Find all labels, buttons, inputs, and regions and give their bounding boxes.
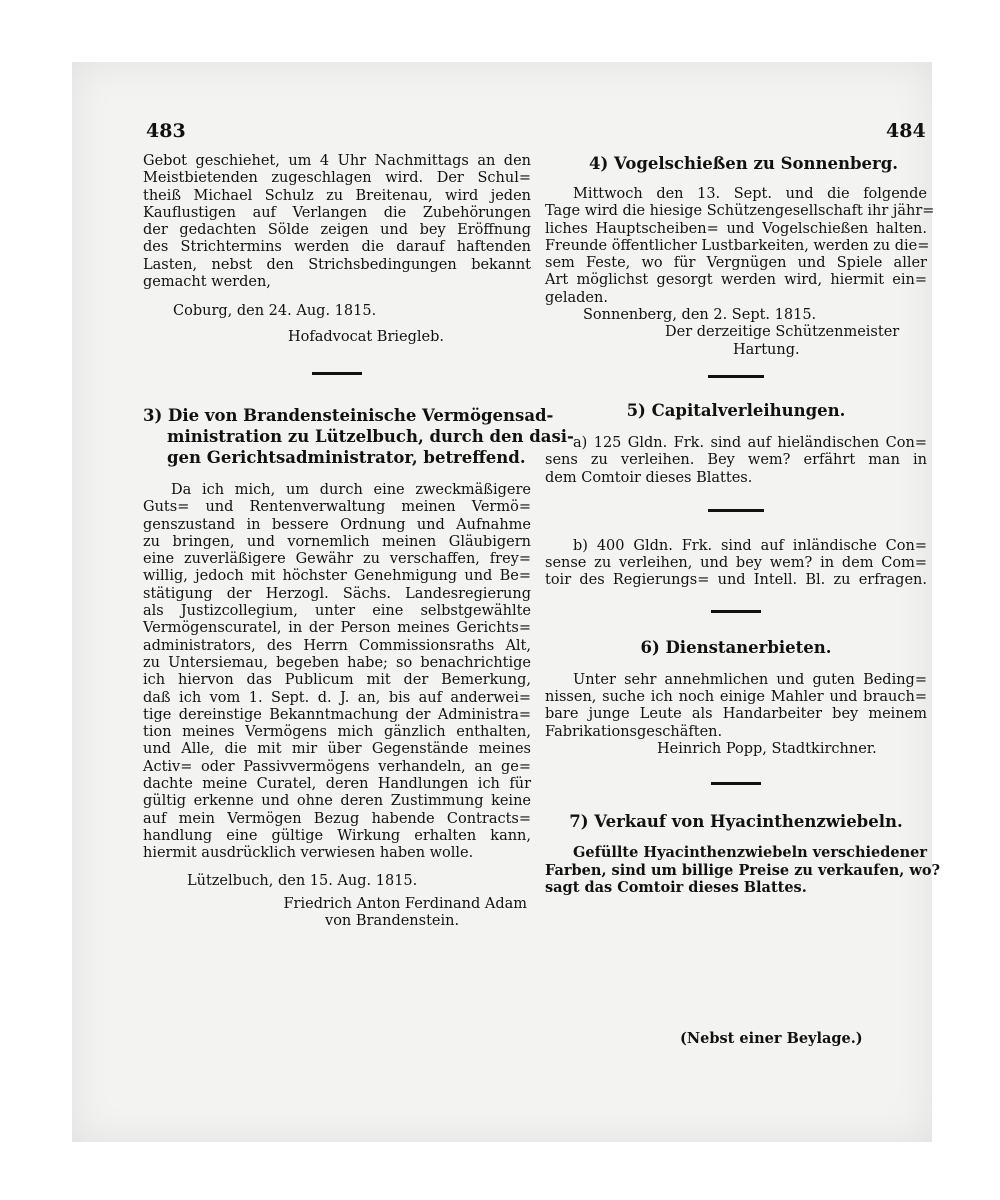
text-line: gültig erkenne und ohne deren Zustimmung keine xyxy=(143,793,531,810)
page-number-right: 484 xyxy=(886,120,926,142)
right-column xyxy=(545,153,941,896)
text-line: eine zuverläßigere Gewähr zu verschaffen, frey= xyxy=(143,551,531,568)
text-line: stätigung der Herzogl. Sächs. Landesregierung xyxy=(143,585,531,602)
text-line: Lasten, nebst den Strichsbedingungen bekannt xyxy=(143,256,531,273)
text-line: handlung eine gültige Wirkung erhalten kann, xyxy=(143,827,531,844)
text-line: und Alle, die mit mir über Gegenstände meines xyxy=(143,741,531,758)
section-heading: 5) Capitalverleihungen. xyxy=(626,400,846,420)
text-line: dachte meine Curatel, deren Handlungen ich für xyxy=(143,776,531,793)
text-line: liches Hauptscheiben= und Vogelschießen halten. xyxy=(545,220,927,237)
signature: Hofadvocat Briegleb. xyxy=(288,328,444,345)
text-line: hiermit ausdrücklich verwiesen haben wolle. xyxy=(143,845,474,862)
text-line: geladen. xyxy=(545,289,608,306)
section-divider xyxy=(708,509,764,512)
text-line: sagt das Comtoir dieses Blattes. xyxy=(545,878,807,896)
text-line: Activ= oder Passivvermögens verhandeln, an ge= xyxy=(143,758,531,775)
intro-paragraph xyxy=(143,153,531,291)
place-date: Coburg, den 24. Aug. 1815. xyxy=(173,303,377,320)
text-line: a) 125 Gldn. Frk. sind auf hieländischen Con= xyxy=(573,434,927,451)
text-line: tion meines Vermögens mich gänzlich enthalten, xyxy=(143,724,531,741)
text-line: Mittwoch den 13. Sept. und die folgende xyxy=(573,186,927,202)
left-column xyxy=(143,153,574,930)
text-line: Vermögenscuratel, in der Person meines Gerichts= xyxy=(143,620,531,637)
supplement-note: (Nebst einer Beylage.) xyxy=(680,1030,863,1047)
section-body xyxy=(545,844,941,896)
text-line: der gedachten Sölde zeigen und bey Eröffnung xyxy=(143,222,531,239)
section-heading: 6) Dienstanerbieten. xyxy=(640,637,832,657)
heading-line: gen Gerichtsadministrator, betreffend. xyxy=(167,447,526,467)
text-line: Gefüllte Hyacinthenzwiebeln verschiedener xyxy=(573,844,928,862)
section-body xyxy=(545,672,927,741)
section-divider xyxy=(708,375,764,378)
text-line: toir des Regierungs= und Intell. Bl. zu erfragen. xyxy=(545,572,927,589)
text-line: Tage wird die hiesige Schützengesellschaft ihr jähr= xyxy=(545,203,935,220)
text-line: sense zu verleihen, und bey wem? in dem Com= xyxy=(545,555,927,572)
section-divider xyxy=(312,372,362,375)
section-body xyxy=(545,186,935,307)
signature-line: Friedrich Anton Ferdinand Adam xyxy=(283,895,527,912)
text-line: daß ich vom 1. Sept. d. J. an, bis auf anderwei= xyxy=(143,689,531,706)
heading-line: 3) Die von Brandensteinische Vermögensad- xyxy=(143,405,554,425)
text-line: dem Comtoir dieses Blattes. xyxy=(545,469,753,486)
text-line: tige dereinstige Bekanntmachung der Administra= xyxy=(143,706,531,723)
text-line: administrators, des Herrn Commissionsraths Alt, xyxy=(143,637,531,654)
text-line: Art möglichst gesorgt werden wird, hiermit ein= xyxy=(545,272,927,289)
section-body xyxy=(545,538,927,590)
text-line: Fabrikationsgeschäften. xyxy=(545,723,723,740)
place-date: Sonnenberg, den 2. Sept. 1815. xyxy=(583,307,817,324)
section-body xyxy=(545,435,927,487)
heading-line: ministration zu Lützelbuch, durch den dasi- xyxy=(167,426,574,446)
text-line: als Justizcollegium, unter eine selbstgewählte xyxy=(143,603,531,620)
text-line: zu Untersiemau, begeben habe; so benachrichtige xyxy=(143,654,531,671)
text-line: sem Feste, wo für Vergnügen und Spiele aller xyxy=(545,255,927,272)
section-heading: 4) Vogelschießen zu Sonnenberg. xyxy=(589,154,899,173)
text-line: Da ich mich, um durch eine zweckmäßigere xyxy=(171,481,531,498)
text-line: b) 400 Gldn. Frk. sind auf inländische Con= xyxy=(573,537,927,554)
text-line: Meistbietenden zugeschlagen wird. Der Schul= xyxy=(143,170,531,187)
text-line: Guts= und Rentenverwaltung meinen Vermö= xyxy=(143,499,531,516)
section-body xyxy=(143,482,531,863)
signature: Heinrich Popp, Stadtkirchner. xyxy=(657,740,877,757)
text-line: willig, jedoch mit höchster Genehmigung und Be= xyxy=(143,568,531,585)
text-line: Kauflustigen auf Verlangen die Zubehörungen xyxy=(143,204,531,221)
page-number-left: 483 xyxy=(146,120,186,142)
section-divider xyxy=(711,782,761,785)
text-line: genszustand in bessere Ordnung und Aufnahme xyxy=(143,516,531,533)
text-line: auf mein Vermögen Bezug habende Contracts= xyxy=(143,810,531,827)
section-heading xyxy=(143,405,574,468)
text-line: Farben, sind um billige Preise zu verkaufen, wo? xyxy=(545,861,941,879)
text-line: des Strichtermins werden die darauf haftenden xyxy=(143,239,531,256)
text-line: Freunde öffentlicher Lustbarkeiten, werden zu die= xyxy=(545,237,930,254)
text-line: zu bringen, und vornemlich meinen Gläubigern xyxy=(143,533,531,550)
signature-line: von Brandenstein. xyxy=(325,913,460,930)
text-line: gemacht werden, xyxy=(143,274,271,291)
text-line: bare junge Leute als Handarbeiter bey meinem xyxy=(545,706,927,723)
text-line: nissen, suche ich noch einige Mahler und brauch= xyxy=(545,689,927,706)
section-heading: 7) Verkauf von Hyacinthenzwiebeln. xyxy=(569,812,903,832)
signature-line: Der derzeitige Schützenmeister xyxy=(665,324,900,341)
signature-line: Hartung. xyxy=(733,341,800,358)
section-divider xyxy=(711,610,761,613)
text-line: ich hiervon das Publicum mit der Bemerkung, xyxy=(143,672,531,689)
text-line: theiß Michael Schulz zu Breitenau, wird jeden xyxy=(143,187,531,204)
text-line: sens zu verleihen. Bey wem? erfährt man in xyxy=(545,452,927,469)
text-line: Gebot geschiehet, um 4 Uhr Nachmittags an den xyxy=(143,153,531,169)
place-date: Lützelbuch, den 15. Aug. 1815. xyxy=(187,872,418,889)
text-line: Unter sehr annehmlichen und guten Beding= xyxy=(573,671,927,688)
